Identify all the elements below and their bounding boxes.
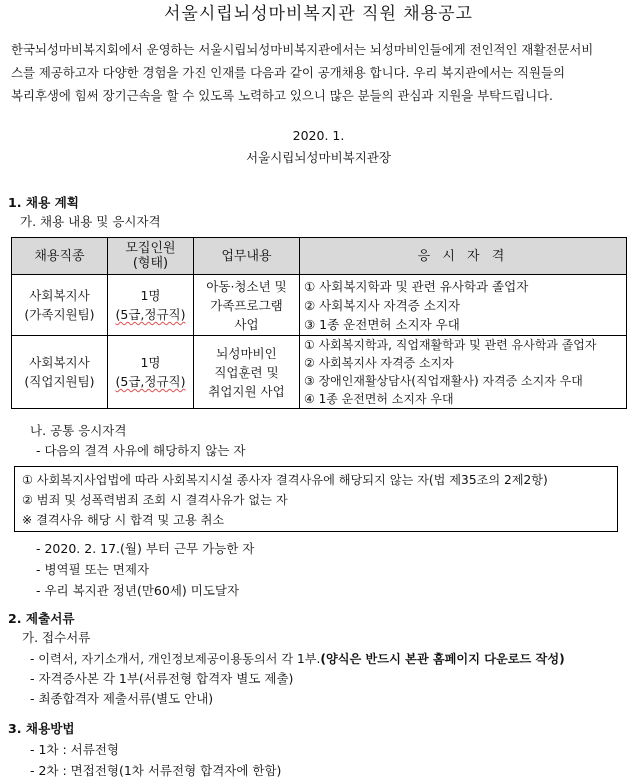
cell-quals (300, 336, 627, 409)
job-title: 사회복지사 (29, 355, 90, 370)
duty-line: 아동·청소년 및 (206, 278, 287, 294)
issuer-signature: 서울시립뇌성마비복지관장 (246, 150, 391, 165)
method-item: - 2차 : 면접전형(1차 서류전형 합격자에 한함) (30, 763, 282, 778)
document-item-3: - 최종합격자 제출서류(별도 안내) (30, 691, 214, 706)
box-line-3: ※ 결격사유 해당 시 합격 및 고용 취소 (22, 513, 225, 527)
page-title: 서울시립뇌성마비복지관 직원 채용공고 (164, 4, 473, 24)
duty-line: 가족프로그램 (210, 297, 283, 313)
common-item: - 병역필 또는 면제자 (36, 562, 150, 577)
section-1-sub-a: 가. 채용 내용 및 응시자격 (20, 214, 161, 229)
header-job: 채용직종 (12, 238, 108, 275)
cell-job (12, 275, 108, 336)
duty-line: 직업훈련 및 (214, 364, 279, 380)
notice-date: 2020. 1. (292, 128, 345, 143)
recruitment-table (11, 237, 627, 409)
cell-duty (194, 275, 300, 336)
qual-line: ③ 1종 운전면허 소지자 우대 (304, 316, 460, 332)
header-duty: 업무내용 (194, 238, 300, 275)
qual-line: ② 사회복지사 자격증 소지자 (304, 297, 460, 313)
section-3-heading: 3. 채용방법 (8, 721, 75, 736)
document-item-1-note: (양식은 반드시 본관 홈페이지 다운로드 작성) (320, 652, 565, 666)
qual-line: ④ 1종 운전면허 소지자 우대 (304, 392, 454, 406)
job-team: (가족지원팀) (24, 307, 95, 322)
qual-line: ① 사회복지학과, 직업재활학과 및 관련 유사학과 졸업자 (304, 338, 597, 352)
common-intro: - 다음의 결격 사유에 해당하지 않는 자 (36, 443, 246, 458)
table-row (12, 336, 627, 409)
document-item-1-text: - 이력서, 자기소개서, 개인정보제공이용동의서 각 1부. (30, 652, 321, 666)
common-item: - 2020. 2. 17.(월) 부터 근무 가능한 자 (36, 541, 255, 556)
document-item-2: - 자격증사본 각 1부(서류전형 합격자 별도 제출) (30, 671, 294, 686)
cell-quals (300, 275, 627, 336)
table-header-row (12, 238, 627, 275)
common-item: - 우리 복지관 정년(만60세) 미도달자 (36, 583, 240, 598)
document-item-1 (30, 651, 565, 667)
section-1-heading: 1. 채용 계획 (8, 195, 79, 210)
cell-job (12, 336, 108, 409)
intro-line-1: 한국뇌성마비복지회에서 운영하는 서울시립뇌성마비복지관에서는 뇌성마비인들에게 전인적인 재활전문서비 (11, 42, 594, 57)
duty-line: 뇌성마비인 (216, 345, 277, 361)
section-1-sub-b: 나. 공통 응시자격 (30, 423, 127, 438)
job-title: 사회복지사 (29, 288, 90, 303)
qual-line: ① 사회복지학과 및 관련 유사학과 졸업자 (304, 278, 529, 294)
duty-line: 사업 (234, 316, 259, 332)
job-team: (직업지원팀) (24, 374, 95, 389)
cell-count (108, 275, 194, 336)
method-item: - 1차 : 서류전형 (30, 742, 119, 757)
intro-line-3: 복리후생에 힘써 장기근속을 할 수 있도록 노력하고 있으니 많은 분들의 관심과 지원을 부탁드립니다. (11, 88, 553, 103)
header-quals: 응 시 자 격 (300, 238, 627, 275)
header-count (108, 238, 194, 275)
table-row (12, 275, 627, 336)
qual-line: ③ 장애인재활상담사(직업재활사) 자격증 소지자 우대 (304, 374, 583, 388)
section-2-sub-a: 가. 접수서류 (22, 630, 91, 645)
duty-line: 취업지원 사업 (208, 383, 285, 399)
box-line-2: ② 범죄 및 성폭력범죄 조회 시 결격사유가 없는 자 (22, 493, 288, 507)
intro-line-2: 스를 제공하고자 다양한 경험을 가진 인재를 다음과 같이 공개채용 합니다. 우리 복지관에서는 직원들의 (11, 65, 565, 80)
cell-duty (194, 336, 300, 409)
count-value: 1명 (140, 355, 161, 370)
box-line-1: ① 사회복지사업법에 따라 사회복지시설 종사자 결격사유에 해당되지 않는 자(법 제35조의 2제2항) (22, 473, 548, 487)
header-count-line-2: (형태) (132, 256, 169, 271)
cell-count (108, 336, 194, 409)
qual-line: ② 사회복지사 자격증 소지자 (304, 356, 454, 370)
section-2-heading: 2. 제출서류 (8, 611, 75, 626)
count-type: (5급,정규직) (115, 374, 186, 389)
header-count-line-1: 모집인원 (125, 241, 176, 256)
count-type: (5급,정규직) (115, 307, 186, 322)
count-value: 1명 (140, 288, 161, 303)
